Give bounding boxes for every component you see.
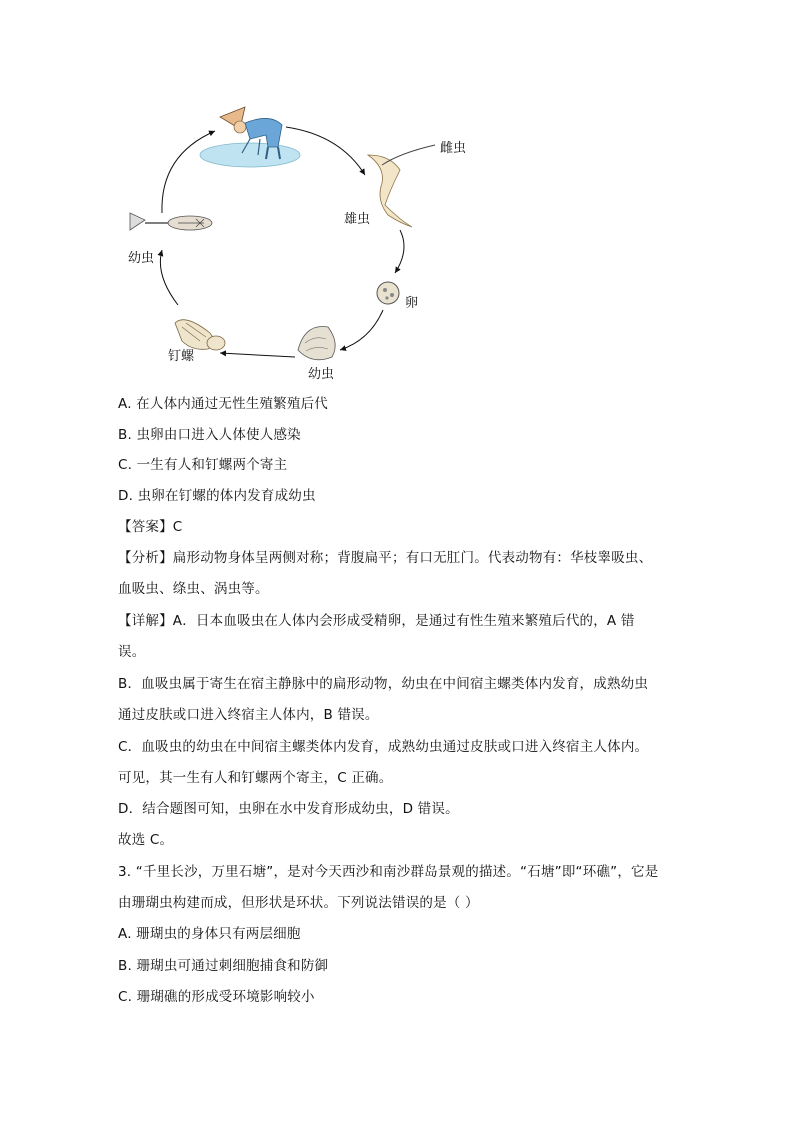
cycle-arrow-egg-to-larva — [340, 310, 383, 350]
cercaria-larva-illustration — [130, 213, 212, 230]
analysis-line-2: 血吸虫、绦虫、涡虫等。 — [118, 581, 269, 597]
question3-option-b: B. 珊瑚虫可通过刺细胞捕食和防御 — [118, 958, 329, 974]
question3-option-a: A. 珊瑚虫的身体只有两层细胞 — [118, 926, 301, 942]
detail-line-4: 通过皮肤或口进入终宿主人体内，B 错误。 — [118, 707, 379, 723]
option-b: B. 虫卵由口进入人体使人感染 — [118, 427, 301, 443]
option-c: C. 一生有人和钉螺两个寄主 — [118, 457, 288, 473]
answer-line: 【答案】C — [118, 519, 183, 535]
cycle-arrow-larva-to-snail — [220, 353, 295, 357]
label-female-worm: 雌虫 — [440, 141, 467, 156]
question3-line-1: 3. “千里长沙，万里石塘”，是对今天西沙和南沙群岛景观的描述。“石塘”即“环礁”，它是 — [118, 864, 659, 880]
label-larva-left: 幼虫 — [128, 251, 155, 266]
detail-line-2: 误。 — [118, 644, 146, 660]
label-male-worm: 雄虫 — [344, 212, 371, 227]
label-larva-bottom: 幼虫 — [308, 367, 335, 382]
analysis-line-1: 【分析】扁形动物身体呈两侧对称；背腹扁平；有口无肛门。代表动物有：华枝睾吸虫、 — [118, 550, 653, 566]
option-d: D. 虫卵在钉螺的体内发育成幼虫 — [118, 488, 316, 504]
detail-line-8: 故选 C。 — [118, 832, 174, 848]
cycle-arrow-snail-to-cercaria — [160, 250, 178, 305]
schistosome-life-cycle-diagram — [100, 95, 500, 390]
option-a: A. 在人体内通过无性生殖繁殖后代 — [118, 396, 328, 412]
label-snail: 钉螺 — [168, 349, 195, 364]
detail-line-1: 【详解】A．日本血吸虫在人体内会形成受精卵，是通过有性生殖来繁殖后代的，A 错 — [118, 613, 635, 629]
detail-line-5: C．血吸虫的幼虫在中间宿主螺类体内发育，成熟幼虫通过皮肤或口进入终宿主人体内。 — [118, 739, 649, 755]
cycle-arrow-worm-to-egg — [395, 230, 404, 273]
label-egg: 卵 — [405, 296, 419, 311]
cycle-arrow-cercaria-to-human — [162, 131, 215, 213]
detail-line-6: 可见，其一生有人和钉螺两个寄主，C 正确。 — [118, 770, 393, 786]
question3-line-2: 由珊瑚虫构建而成，但形状是环状。下列说法错误的是（ ） — [118, 895, 479, 911]
human-in-water-illustration — [200, 107, 300, 167]
egg-illustration — [377, 282, 399, 304]
detail-line-3: B．血吸虫属于寄生在宿主静脉中的扁形动物，幼虫在中间宿主螺类体内发育，成熟幼虫 — [118, 676, 649, 692]
adult-worms-illustration — [368, 145, 435, 227]
snail-illustration — [175, 320, 225, 350]
question3-option-c: C. 珊瑚礁的形成受环境影响较小 — [118, 989, 315, 1005]
miracidium-larva-illustration — [298, 326, 335, 359]
detail-line-7: D．结合题图可知，虫卵在水中发育形成幼虫，D 错误。 — [118, 801, 459, 817]
